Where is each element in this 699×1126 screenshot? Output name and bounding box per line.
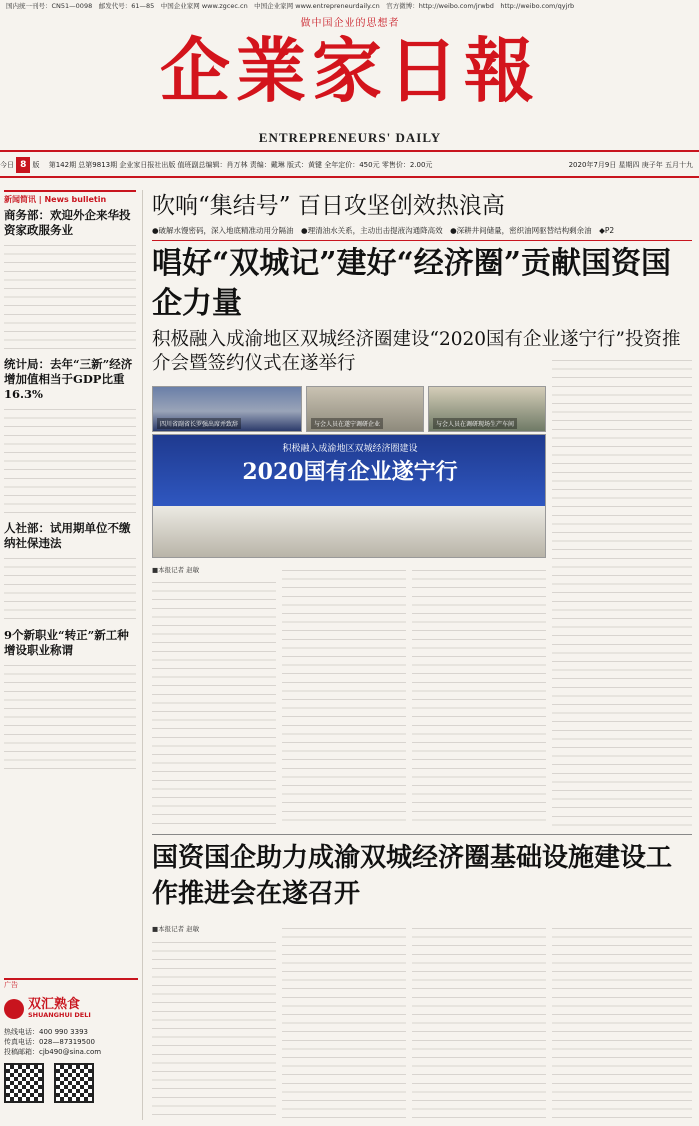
bulletin-headline[interactable]: 统计局：去年“三新”经济增加值相当于GDP比重16.3% xyxy=(4,357,133,401)
article-body xyxy=(282,924,406,1120)
bulletin-body xyxy=(4,241,136,353)
lead-headline[interactable]: 唱好“双城记”建好“经济圈”贡献国资国企力量 xyxy=(152,246,672,321)
article-body xyxy=(552,356,692,832)
lead-subheadline: 积极融入成渝地区双城经济圈建设“2020国有企业遂宁行”投资推介会暨签约仪式在遂举行 xyxy=(152,329,681,374)
conference-photo xyxy=(152,434,546,558)
ad-brand: 双汇熟食 xyxy=(28,997,81,1012)
issue-details: 第142期 总第9813期 企业家日报社出版 值班副总编辑：肖万林 责编：戴琳 版式：黄键 全年定价：450元 零售价：2.00元 xyxy=(48,161,433,169)
article-body xyxy=(282,566,406,828)
article-body xyxy=(152,938,276,1120)
masthead-title: 企業家日報 xyxy=(160,29,540,112)
fax: 传真电话：028—87319500 xyxy=(4,1038,95,1046)
today-label: 今日 xyxy=(0,161,14,169)
byline: ■本报记者 赵敏 xyxy=(152,566,200,574)
byline: ■本报记者 赵敏 xyxy=(152,925,200,933)
second-headline[interactable]: 国资国企助力成渝双城经济圈基础设施建设工作推进会在遂召开 xyxy=(152,843,673,909)
photo-caption: 四川省副省长罗强出席并致辞 xyxy=(157,418,241,429)
masthead-english: ENTREPRENEURS' DAILY xyxy=(258,130,442,145)
ad-label: 广告 xyxy=(4,981,18,989)
section-title: 新闻简讯 | News bulletin xyxy=(4,190,136,204)
page-count-badge: 8 xyxy=(16,157,30,173)
bulletin-body xyxy=(4,554,136,624)
brand-logo-icon xyxy=(4,999,24,1019)
article-body xyxy=(412,924,546,1120)
photo-caption: 与会人员在调研现场生产车间 xyxy=(433,418,517,429)
news-photo xyxy=(428,386,546,432)
news-photo xyxy=(152,386,302,432)
page-unit: 版 xyxy=(32,161,40,169)
slogan: 做中国企业的思想者 xyxy=(300,18,400,29)
bulletin-body xyxy=(4,661,136,773)
divider xyxy=(152,834,692,835)
news-bulletin-column xyxy=(4,190,136,970)
banner-headline[interactable]: 吹响“集结号” 百日攻坚创效热浪高 xyxy=(152,193,505,219)
column-divider xyxy=(142,190,143,1120)
banner-subheads: ●破解水馒密码，深入地底精准动用分隔油 ●理清油水关系，主动出击提液沟通降高效 ●深耕井间储量，密织油网驱替结构剩余油 ◆P2 xyxy=(152,226,615,235)
photo-caption: 与会人员在遂宁调研企业 xyxy=(311,418,383,429)
divider xyxy=(152,240,692,241)
bulletin-headline[interactable]: 商务部：欢迎外企来华投资家政服务业 xyxy=(4,208,131,237)
email: 投稿邮箱：cjb490@sina.com xyxy=(4,1048,102,1056)
stage-text: 积极融入成渝地区双城经济圈建设 xyxy=(282,444,418,454)
bulletin-body xyxy=(4,405,136,517)
qr-code-icon[interactable] xyxy=(4,1063,44,1103)
article-body xyxy=(552,924,692,1120)
hotline: 热线电话：400 990 3393 xyxy=(4,1028,88,1036)
advertisement xyxy=(4,978,138,1120)
qr-code-icon[interactable] xyxy=(54,1063,94,1103)
news-photo xyxy=(306,386,424,432)
article-body xyxy=(152,578,276,828)
bulletin-headline[interactable]: 9个新职业“转正”新工种增设职业称谓 xyxy=(4,628,129,657)
article-body xyxy=(412,566,546,828)
masthead xyxy=(130,28,570,114)
issue-date: 2020年7月9日 星期四 庚子年 五月十九 xyxy=(568,161,693,169)
divider xyxy=(0,150,699,152)
ad-brand-en: SHUANGHUI DELI xyxy=(28,1011,91,1019)
top-info-bar: 国内统一刊号：CN51—0098 邮发代号：61—85 中国企业家网 www.zgcec.cn 中国企业家网 www.entrepreneurdaily.cn 官方微博：http://weibo.com/jrwbd http://weibo.com/qyjrb xyxy=(6,2,575,10)
stage-title: 2020国有企业遂宁行 xyxy=(242,459,458,485)
divider xyxy=(0,176,699,178)
bulletin-headline[interactable]: 人社部：试用期单位不缴纳社保违法 xyxy=(4,521,131,550)
issue-info-bar xyxy=(0,154,699,176)
